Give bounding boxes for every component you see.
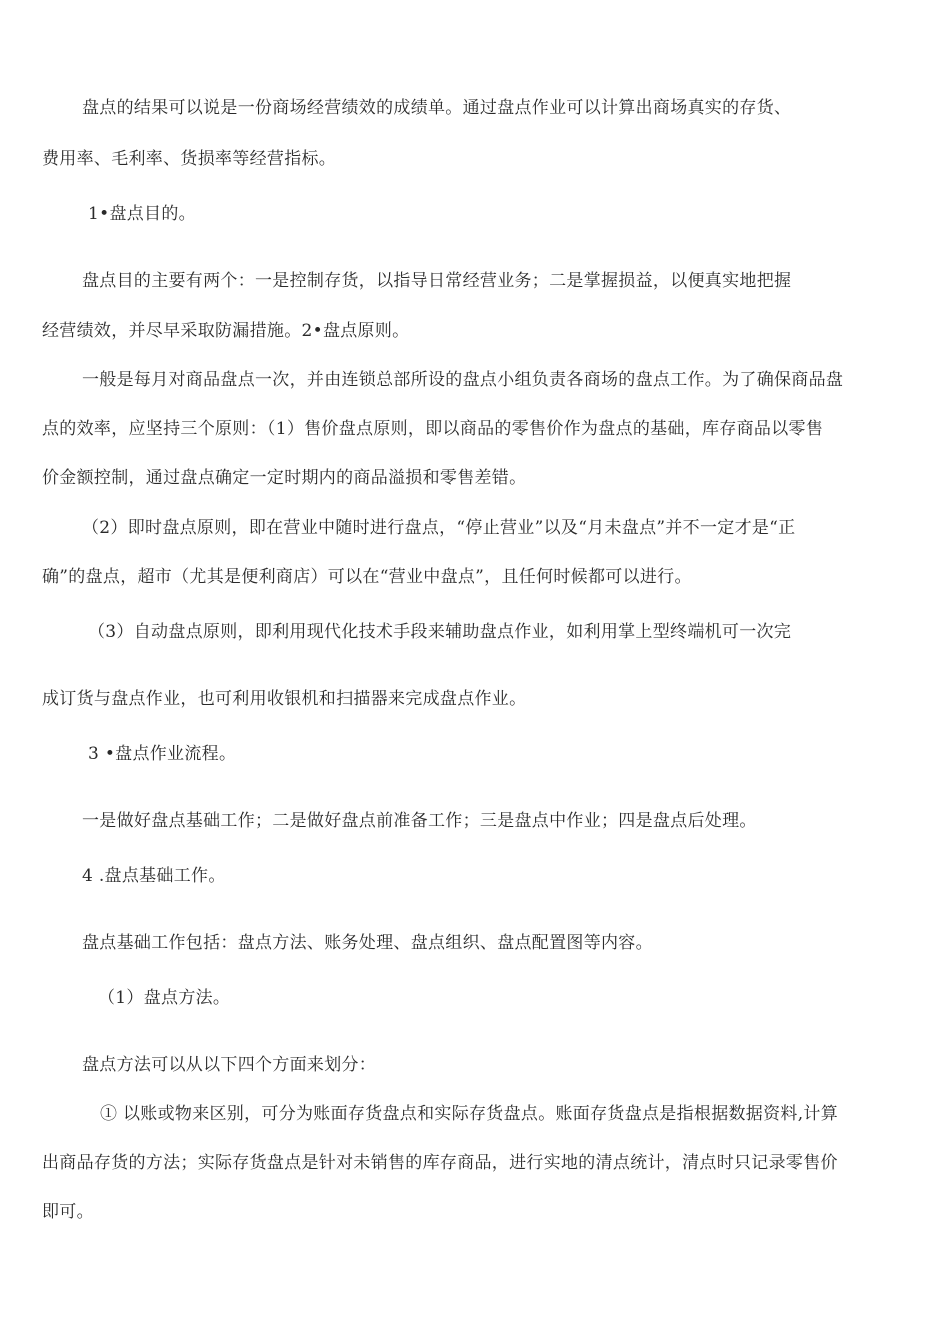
paragraph-line: 盘点目的主要有两个：一是控制存货，以指导日常经营业务；二是掌握损益，以便真实地把握 [82,271,792,291]
paragraph-line: 费用率、毛利率、货损率等经营指标。 [42,149,337,169]
paragraph-line: 盘点方法可以从以下四个方面来划分： [82,1055,377,1075]
paragraph-line: 价金额控制，通过盘点确定一定时期内的商品溢损和零售差错。 [42,468,527,488]
paragraph-line: 一般是每月对商品盘点一次，并由连锁总部所设的盘点小组负责各商场的盘点工作。为了确保商品盘 [82,370,844,390]
paragraph-line: ① 以账或物来区别，可分为账面存货盘点和实际存货盘点。账面存货盘点是指根据数据资料,计算 [100,1104,839,1124]
paragraph-line: （3）自动盘点原则，即利用现代化技术手段来辅助盘点作业，如利用掌上型终端机可一次完 [88,622,792,642]
paragraph-line: 盘点基础工作包括：盘点方法、账务处理、盘点组织、盘点配置图等内容。 [82,933,653,953]
section-heading: 4 .盘点基础工作。 [82,866,226,886]
paragraph-line: （2）即时盘点原则，即在营业中随时进行盘点，“停止营业”以及“月未盘点”并不一定才是“正 [82,518,796,538]
paragraph-line: 成订货与盘点作业，也可利用收银机和扫描器来完成盘点作业。 [42,689,527,709]
paragraph-line: 出商品存货的方法；实际存货盘点是针对未销售的库存商品，进行实地的清点统计，清点时只记录零售价 [42,1153,838,1173]
paragraph-line: 点的效率，应坚持三个原则：（1）售价盘点原则，即以商品的零售价作为盘点的基础，库存商品以零售 [42,419,824,439]
paragraph-line: 一是做好盘点基础工作；二是做好盘点前准备工作；三是盘点中作业；四是盘点后处理。 [82,811,757,831]
paragraph-line: 盘点的结果可以说是一份商场经营绩效的成绩单。通过盘点作业可以计算出商场真实的存货、 [82,98,792,118]
sub-heading: （1）盘点方法。 [98,988,231,1008]
section-heading: 3 •盘点作业流程。 [88,744,237,764]
paragraph-line: 即可。 [42,1202,94,1222]
section-heading: 1•盘点目的。 [88,204,196,224]
paragraph-line: 确”的盘点，超市（尤其是便利商店）可以在“营业中盘点”，且任何时候都可以进行。 [42,567,692,587]
paragraph-line: 经营绩效，并尽早采取防漏措施。2•盘点原则。 [42,321,410,341]
